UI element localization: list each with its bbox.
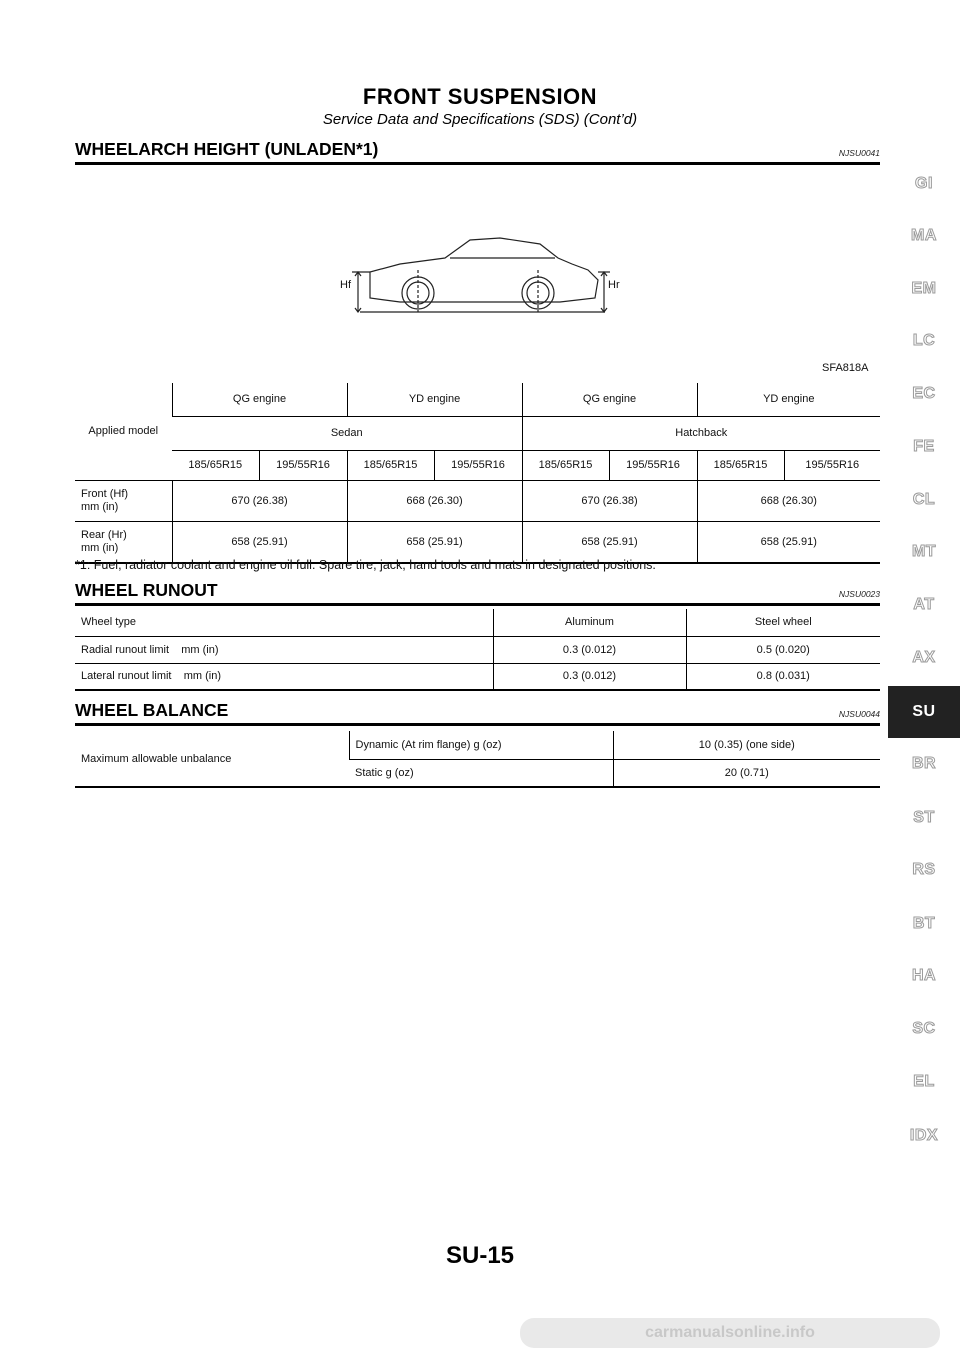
tab-mt[interactable]: MT	[911, 543, 937, 560]
tire-size: 185/65R15	[347, 450, 434, 480]
rear-hr-label-line1: Rear (Hr)	[81, 528, 127, 541]
balance-cell: Static g (oz)	[349, 759, 613, 787]
balance-label: Maximum allowable unbalance	[75, 731, 349, 787]
section-wheelarch-title	[75, 139, 880, 165]
balance-cell: Dynamic (At rim flange) g (oz)	[349, 731, 613, 759]
tab-idx[interactable]: IDX	[909, 1127, 939, 1144]
wheelarch-footnote: *1: Fuel, radiator coolant and engine oil full. Spare tire, jack, hand tools and mats in designated positions.	[75, 558, 656, 572]
tire-size: 185/65R15	[172, 450, 259, 480]
engine-header: YD engine	[347, 383, 522, 416]
section-wheelarch-code: NJSU0041	[838, 148, 880, 158]
section-balance-title	[75, 700, 880, 726]
page-subtitle: Service Data and Specifications (SDS) (Cont’d)	[322, 111, 638, 128]
front-hf-label	[75, 480, 172, 521]
wheelarch-height-diagram	[340, 230, 620, 330]
tire-size: 185/65R15	[522, 450, 609, 480]
tire-size: 185/65R15	[697, 450, 784, 480]
rear-hr-value: 658 (25.91)	[522, 521, 697, 563]
rear-hr-label	[75, 521, 172, 563]
runout-cell: 0.8 (0.031)	[686, 663, 880, 690]
tab-bt[interactable]: BT	[912, 915, 936, 932]
tab-el[interactable]: EL	[913, 1073, 935, 1090]
runout-cell: Wheel type	[75, 609, 493, 636]
engine-header: QG engine	[172, 383, 347, 416]
section-wheelarch-heading: WHEELARCH HEIGHT (UNLADEN*1)	[75, 139, 379, 159]
runout-cell: 0.3 (0.012)	[493, 636, 686, 663]
tab-ma[interactable]: MA	[911, 227, 937, 244]
engine-header: YD engine	[697, 383, 880, 416]
balance-table	[75, 731, 880, 788]
tire-size: 195/55R16	[259, 450, 347, 480]
tab-st[interactable]: ST	[913, 809, 935, 826]
balance-cell: 10 (0.35) (one side)	[613, 731, 880, 759]
front-hf-value: 670 (26.38)	[522, 480, 697, 521]
wheelarch-table	[75, 383, 880, 564]
rear-hr-value: 658 (25.91)	[347, 521, 522, 563]
front-hf-value: 668 (26.30)	[697, 480, 880, 521]
section-balance-code: NJSU0044	[838, 709, 880, 719]
runout-cell: 0.5 (0.020)	[686, 636, 880, 663]
tire-size: 195/55R16	[784, 450, 880, 480]
runout-cell: Steel wheel	[686, 609, 880, 636]
tab-cl[interactable]: CL	[912, 491, 936, 508]
tire-size: 195/55R16	[434, 450, 522, 480]
rear-hr-value: 658 (25.91)	[697, 521, 880, 563]
tab-sc[interactable]: SC	[912, 1020, 936, 1037]
runout-cell: 0.3 (0.012)	[493, 663, 686, 690]
tab-fe[interactable]: FE	[913, 438, 935, 455]
watermark: carmanualsonline.info	[520, 1318, 940, 1348]
page-number: SU-15	[445, 1242, 515, 1269]
front-hf-value: 670 (26.38)	[172, 480, 347, 521]
runout-table	[75, 609, 880, 691]
rear-hr-value: 658 (25.91)	[172, 521, 347, 563]
tab-su[interactable]: SU	[888, 686, 960, 738]
figure-code: SFA818A	[822, 362, 869, 374]
section-balance-heading: WHEEL BALANCE	[75, 700, 229, 720]
body-header: Sedan	[172, 416, 522, 450]
section-runout-heading: WHEEL RUNOUT	[75, 580, 218, 600]
engine-header: QG engine	[522, 383, 697, 416]
front-hf-value: 668 (26.30)	[347, 480, 522, 521]
page-title: FRONT SUSPENSION	[362, 84, 598, 109]
rear-hr-label-line2: mm (in)	[81, 541, 119, 554]
tab-rs[interactable]: RS	[912, 861, 936, 878]
balance-cell: 20 (0.71)	[613, 759, 880, 787]
tab-ec[interactable]: EC	[912, 385, 936, 402]
applied-model-label: Applied model	[75, 383, 172, 480]
tab-em[interactable]: EM	[911, 280, 937, 297]
figure-label-hf: Hf	[340, 279, 351, 291]
tab-ha[interactable]: HA	[911, 967, 937, 984]
tab-gi[interactable]: GI	[915, 175, 933, 192]
tab-at[interactable]: AT	[913, 596, 935, 613]
runout-cell: Radial runout limit mm (in)	[75, 636, 493, 663]
tab-lc[interactable]: LC	[912, 332, 936, 349]
tab-ax[interactable]: AX	[912, 649, 936, 666]
tab-br[interactable]: BR	[911, 755, 937, 772]
runout-cell: Aluminum	[493, 609, 686, 636]
figure-label-hr: Hr	[608, 279, 620, 291]
runout-cell: Lateral runout limit mm (in)	[75, 663, 493, 690]
section-runout-title	[75, 580, 880, 606]
tire-size: 195/55R16	[609, 450, 697, 480]
front-hf-label-line2: mm (in)	[81, 500, 119, 513]
section-runout-code: NJSU0023	[838, 589, 880, 599]
body-header: Hatchback	[522, 416, 880, 450]
front-hf-label-line1: Front (Hf)	[81, 487, 129, 500]
